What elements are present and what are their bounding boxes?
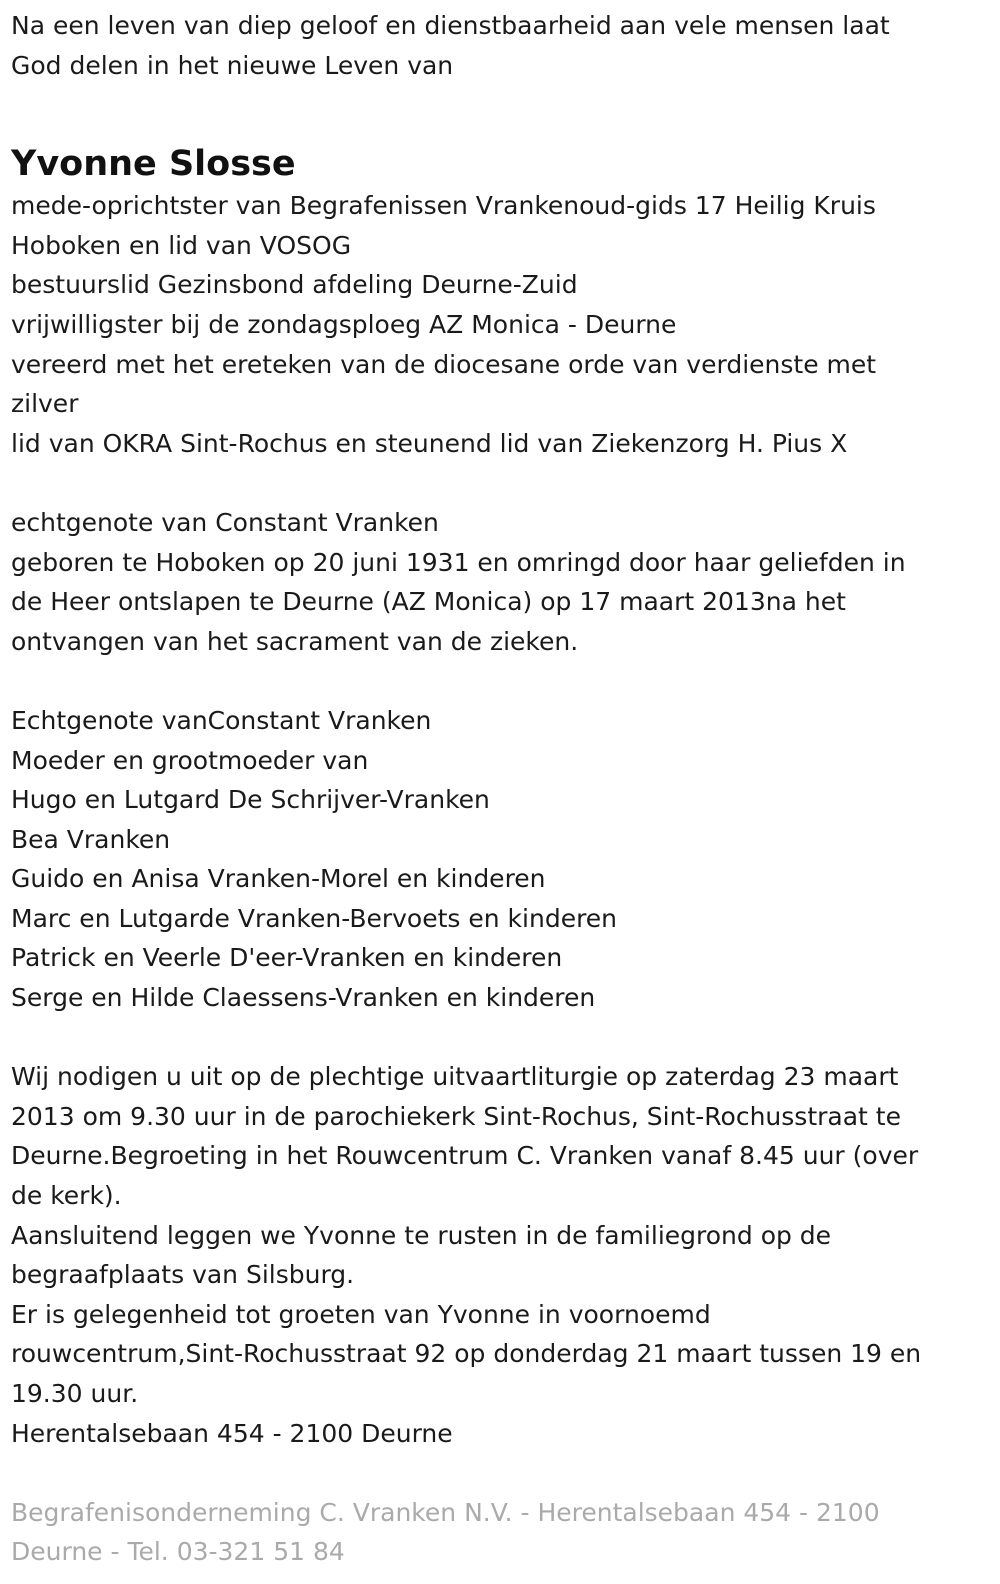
family-line: Marc en Lutgarde Vranken-Bervoets en kinderen (11, 903, 618, 933)
role-line: bestuurslid Gezinsbond afdeling Deurne-Zuid (11, 270, 578, 300)
role-line: lid van OKRA Sint-Rochus en steunend lid van Ziekenzorg H. Pius X (11, 428, 848, 458)
ceremony-line: Wij nodigen u uit op de plechtige uitvaartliturgie op zaterdag 23 maart (11, 1062, 899, 1092)
role-line: Hoboken en lid van VOSOG (11, 230, 352, 260)
biography (11, 503, 990, 661)
family-line: Moeder en grootmoeder van (11, 745, 369, 775)
family-line: Bea Vranken (11, 824, 171, 854)
ceremony-line: Aansluitend leggen we Yvonne te rusten in de familiegrond op de (11, 1220, 832, 1250)
footer-line: Deurne - Tel. 03-321 51 84 (11, 1537, 345, 1567)
roles-list (11, 186, 990, 463)
role-line: zilver (11, 389, 79, 419)
ceremony-address: Herentalsebaan 454 - 2100 Deurne (11, 1418, 453, 1448)
ceremony-line: 19.30 uur. (11, 1379, 139, 1408)
ceremony-line: Deurne.Begroeting in het Rouwcentrum C. Vranken vanaf 8.45 uur (over (11, 1141, 919, 1171)
family-line: Echtgenote vanConstant Vranken (11, 705, 432, 735)
role-line: vereerd met het ereteken van de diocesane orde van verdienste met (11, 349, 877, 379)
role-line: mede-oprichtster van Begrafenissen Vrankenoud-gids 17 Heilig Kruis (11, 191, 876, 221)
deceased-name: Yvonne Slosse (11, 144, 296, 185)
spacer (11, 661, 990, 701)
intro-line: Na een leven van diep geloof en dienstbaarheid aan vele mensen laat (11, 11, 890, 40)
funeral-home-footer (11, 1493, 990, 1572)
ceremony-line: 2013 om 9.30 uur in de parochiekerk Sint-Rochus, Sint-Rochusstraat te (11, 1101, 901, 1131)
ceremony-details (11, 1057, 990, 1453)
intro-text (11, 0, 990, 85)
role-line: vrijwilligster bij de zondagsploeg AZ Monica - Deurne (11, 309, 677, 339)
family-line: Guido en Anisa Vranken-Morel en kinderen (11, 864, 546, 894)
family-line: Hugo en Lutgard De Schrijver-Vranken (11, 785, 490, 815)
spacer (11, 1018, 990, 1058)
ceremony-line: de kerk). (11, 1181, 122, 1211)
biography-line: ontvangen van het sacrament van de zieken. (11, 626, 579, 656)
biography-line: de Heer ontslapen te Deurne (AZ Monica) op 17 maart 2013na het (11, 587, 846, 617)
ceremony-line: Er is gelegenheid tot groeten van Yvonne in voornoemd (11, 1299, 711, 1329)
biography-line: geboren te Hoboken op 20 juni 1931 en omringd door haar geliefden in (11, 547, 906, 577)
family-line: Serge en Hilde Claessens-Vranken en kinderen (11, 983, 596, 1013)
spacer (11, 463, 990, 503)
ceremony-line: begraafplaats van Silsburg. (11, 1260, 355, 1290)
family-list (11, 701, 990, 1018)
ceremony-line: rouwcentrum,Sint-Rochusstraat 92 op donderdag 21 maart tussen 19 en (11, 1339, 922, 1369)
family-line: Patrick en Veerle D'eer-Vranken en kinderen (11, 943, 563, 973)
biography-line: echtgenote van Constant Vranken (11, 507, 439, 537)
intro-line: God delen in het nieuwe Leven van (11, 50, 454, 80)
footer-line: Begrafenisonderneming C. Vranken N.V. - Herentalsebaan 454 - 2100 (11, 1497, 880, 1527)
